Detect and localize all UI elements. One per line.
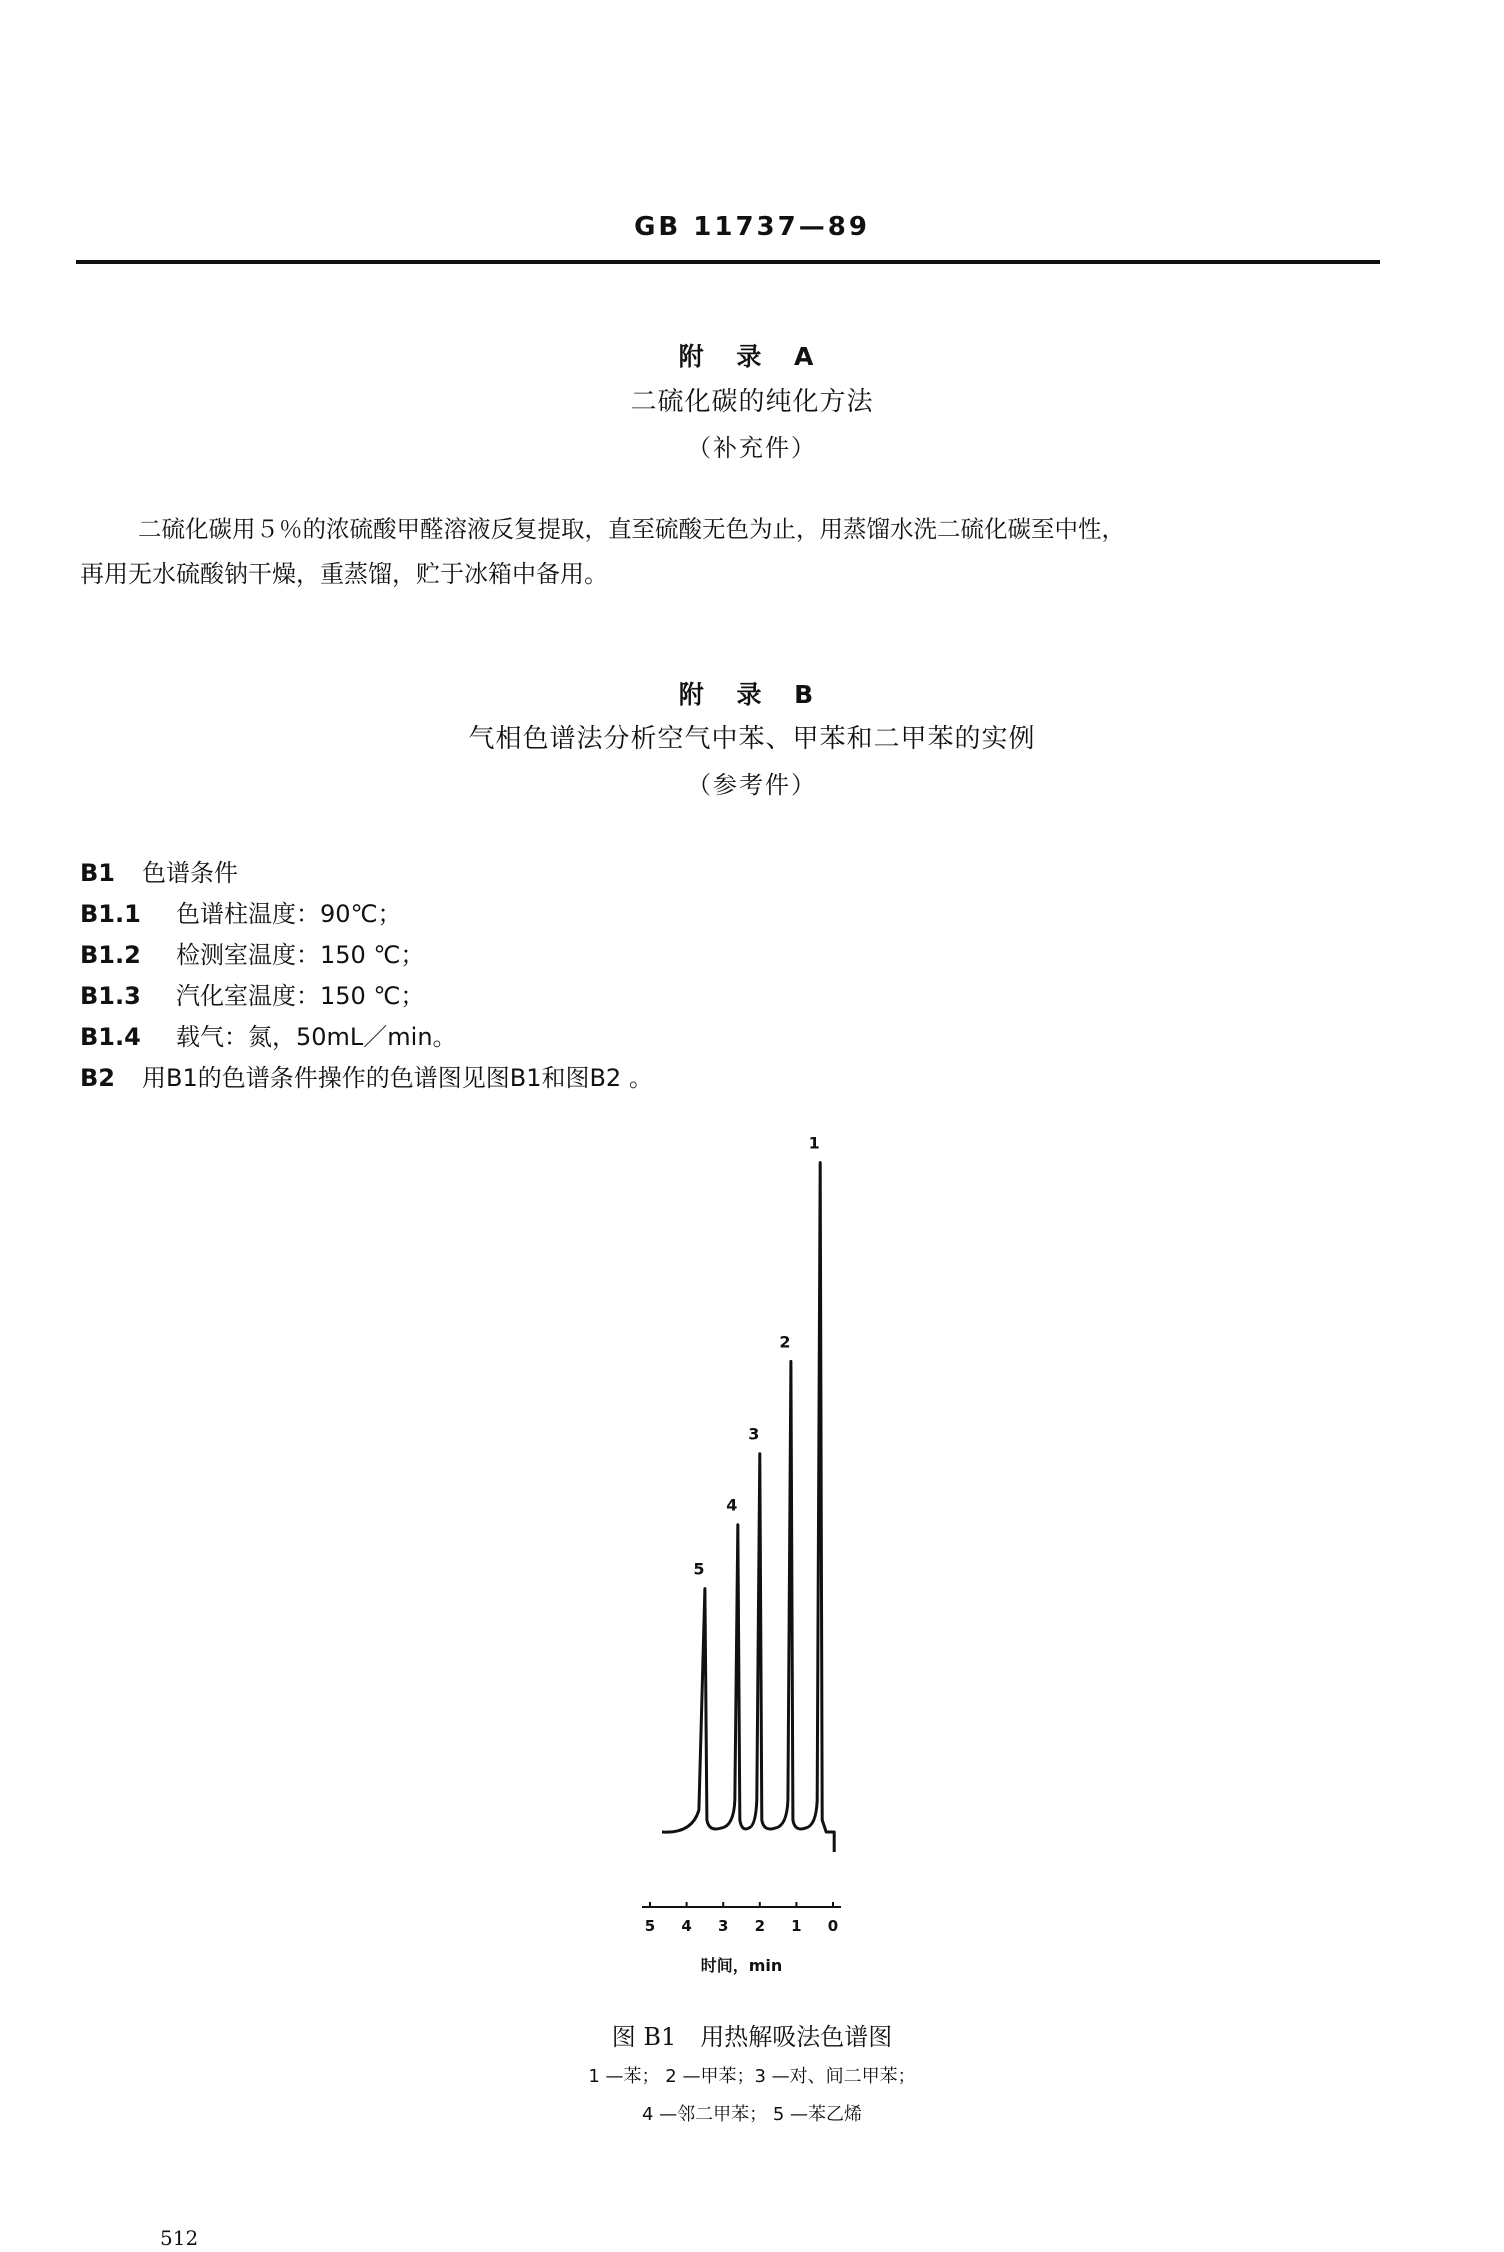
peak-label: 3	[748, 1424, 760, 1444]
page-number: 512	[160, 2226, 199, 2250]
section-b2	[80, 1058, 653, 1092]
appendix-b-note: （参考件）	[687, 771, 817, 799]
appendix-b-title: 气相色谱法分析空气中苯、甲苯和二甲苯的实例	[468, 724, 1036, 754]
appendix-a-title: 二硫化碳的纯化方法	[630, 387, 874, 417]
appendix-a-paragraph-line2: 再用无水硫酸钠干燥，重蒸馏，贮于冰箱中备用。	[80, 560, 608, 588]
x-tick-label: 5	[644, 1917, 656, 1935]
section-number: B1.1	[80, 900, 141, 928]
peak-label: 5	[693, 1559, 705, 1579]
section-b1-3	[80, 976, 424, 1010]
section-b1-4	[80, 1017, 457, 1051]
standard-code: GB 11737—89	[634, 212, 870, 242]
figure-legend-line2: 4 —邻二甲苯； 5 —苯乙烯	[641, 2104, 863, 2125]
section-text: 汽化室温度：150 ℃；	[176, 982, 425, 1010]
section-number: B1.4	[80, 1023, 141, 1051]
section-number: B1.2	[80, 941, 141, 969]
figure-caption: 图 B1 用热解吸法色谱图	[611, 2023, 893, 2051]
figure-legend-line1: 1 —苯； 2 —甲苯；3 —对、间二甲苯；	[588, 2066, 916, 2087]
header-rule	[76, 260, 1380, 264]
section-b1-2	[80, 935, 424, 969]
x-axis-label: 时间，min	[700, 1956, 783, 1975]
appendix-a-paragraph-line1: 二硫化碳用５％的浓硫酸甲醛溶液反复提取，直至硫酸无色为止，用蒸馏水洗二硫化碳至中性，	[138, 515, 1125, 543]
appendix-a-note: （补充件）	[687, 434, 817, 462]
x-tick-label: 2	[754, 1917, 766, 1935]
peak-label: 4	[726, 1495, 738, 1515]
x-tick-label: 1	[791, 1917, 802, 1935]
section-text: 检测室温度：150 ℃；	[176, 941, 425, 969]
appendix-a-heading: 附 录 A	[678, 342, 826, 371]
section-text: 色谱柱温度：90℃；	[176, 900, 402, 928]
section-text: 载气：氮，50mL／min。	[176, 1023, 457, 1051]
x-tick-label: 3	[717, 1917, 729, 1935]
peak-label: 1	[808, 1133, 820, 1153]
appendix-b-heading: 附 录 B	[678, 680, 826, 709]
section-b1-1	[80, 894, 402, 928]
section-number: B1.3	[80, 982, 141, 1010]
section-b1	[80, 853, 238, 887]
chromatogram-chart	[600, 1133, 900, 1990]
section-text: 用B1的色谱条件操作的色谱图见图B1和图B2 。	[142, 1064, 653, 1092]
x-tick-label: 4	[681, 1917, 692, 1935]
chromatogram-trace	[662, 1163, 834, 1852]
section-text: 色谱条件	[142, 859, 238, 887]
x-tick-label: 0	[827, 1917, 839, 1935]
peak-label: 2	[779, 1332, 791, 1352]
section-number: B1	[80, 859, 115, 887]
section-number: B2	[80, 1064, 115, 1092]
